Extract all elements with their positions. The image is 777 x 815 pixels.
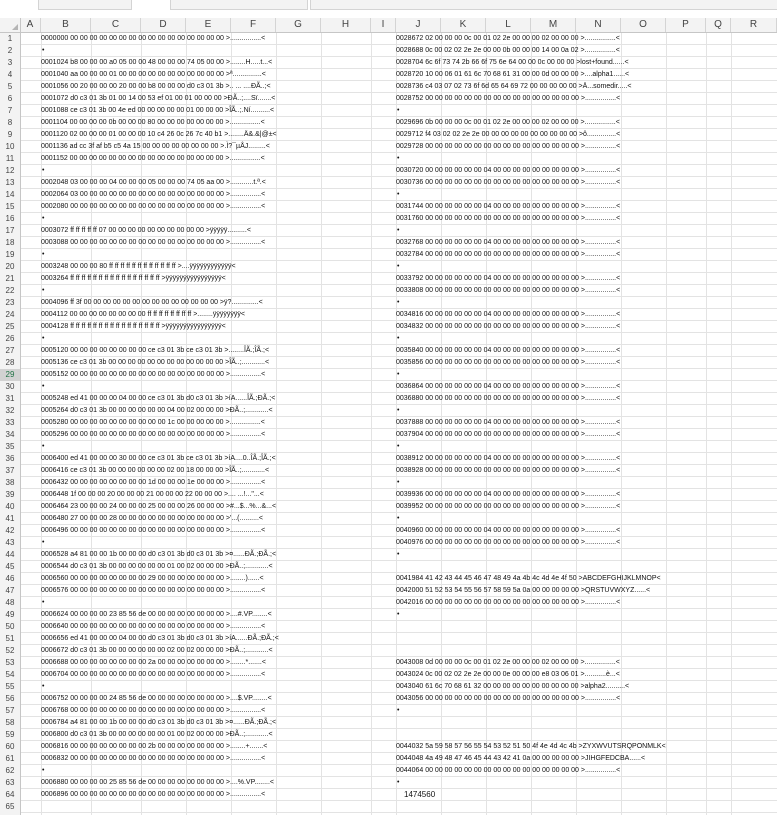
column-j-cell[interactable]: 0036864 00 00 00 00 00 00 04 00 00 00 00 00 00 00 00 00 >................< [396,383,621,390]
row-header-37[interactable]: 37 [5,466,15,475]
row-header-30[interactable]: 30 [5,382,15,391]
column-b-cell[interactable]: 0006480 27 00 00 00 28 00 00 00 00 00 00 00 00 00 00 00 >'...(..........< [41,515,264,522]
column-b-cell[interactable]: 0006448 1f 00 00 00 20 00 00 00 21 00 00 00 22 00 00 00 >.... ...!..."...< [41,491,264,498]
column-j-cell[interactable]: 0028720 10 00 06 01 61 6c 70 68 61 31 00 00 0d 00 00 00 >....alpha1......< [396,71,630,78]
column-b-cell[interactable]: 0006752 00 00 00 00 24 85 56 de 00 00 00 00 00 00 00 00 >....$.VP........< [41,695,272,702]
column-b-cell[interactable]: 0005152 00 00 00 00 00 00 00 00 00 00 00 00 00 00 00 00 >................< [41,371,266,378]
column-b-cell[interactable]: • [42,539,45,546]
column-b-cell[interactable]: 0002064 03 00 00 00 00 00 00 00 00 00 00 00 00 00 00 00 >................< [41,191,266,198]
column-b-cell[interactable]: 0003088 00 00 00 00 00 00 00 00 00 00 00 00 00 00 00 00 >................< [41,239,266,246]
row-header-51[interactable]: 51 [5,634,15,643]
column-j-cell[interactable]: • [397,407,400,414]
column-b-cell[interactable]: 0006768 00 00 00 00 00 00 00 00 00 00 00 00 00 00 00 00 >................< [41,707,266,714]
select-all-triangle-icon [12,24,18,30]
column-j-cell[interactable]: 0040960 00 00 00 00 00 00 04 00 00 00 00 00 00 00 00 00 >................< [396,527,621,534]
cell-grid[interactable] [21,33,777,815]
ribbon-tab-strip [0,0,777,18]
column-j-cell[interactable]: • [397,155,400,162]
column-b-cell[interactable]: 0003072 ff ff ff ff ff 07 00 00 00 00 00 00 00 00 00 00 >ÿÿÿÿÿ..........< [41,227,251,234]
column-b-cell[interactable]: 0005120 00 00 00 00 00 00 00 00 ce c3 01 3b ce c3 01 3b >........ÎÃ.;ÎÃ.;< [41,347,270,354]
column-b-cell[interactable]: 0001104 00 00 00 00 0b 00 00 00 80 00 00 00 00 00 00 00 >................< [41,119,265,126]
row-header-44[interactable]: 44 [5,550,15,559]
column-j-cell[interactable]: 0039952 00 00 00 00 00 00 00 00 00 00 00 00 00 00 00 00 >................< [396,503,621,510]
row-header-54[interactable]: 54 [5,670,15,679]
row-header-22[interactable]: 22 [5,286,15,295]
column-j-cell[interactable]: 1474560 [404,790,436,799]
column-header-f[interactable]: F [231,18,276,32]
row-header-28[interactable]: 28 [5,358,15,367]
row-header-24[interactable]: 24 [5,310,15,319]
column-j-cell[interactable]: 0044032 5a 59 58 57 56 55 54 53 52 51 50 4f 4e 4d 4c 4b >ZYXWVUTSRQPONMLK< [396,743,666,750]
column-b-cell[interactable]: 0006576 00 00 00 00 00 00 00 00 00 00 00 00 00 00 00 00 >................< [41,587,266,594]
column-header-e[interactable]: E [186,18,231,32]
row-header-40[interactable]: 40 [5,502,15,511]
ribbon-tab[interactable] [310,0,777,10]
ribbon-tab[interactable] [38,0,132,10]
column-header-j[interactable]: J [396,18,441,32]
gridline [621,33,622,815]
select-all-button[interactable] [0,18,21,32]
gridline [21,812,777,813]
column-j-cell[interactable]: • [397,479,400,486]
column-b-cell[interactable]: 0006544 d0 c3 01 3b 00 00 00 00 00 00 01 00 02 00 00 00 >ÐÃ..;............< [41,563,273,570]
column-header-p[interactable]: P [666,18,706,32]
column-b-cell[interactable]: 0006896 00 00 00 00 00 00 00 00 00 00 00 00 00 00 00 00 >................< [41,791,266,798]
gridline [706,33,707,815]
row-header-60[interactable]: 60 [5,742,15,751]
row-header-64[interactable]: 64 [5,790,15,799]
row-header-41[interactable]: 41 [5,514,15,523]
row-header-column [0,33,21,815]
row-header-31[interactable]: 31 [5,394,15,403]
column-header-g[interactable]: G [276,18,321,32]
column-b-cell[interactable]: 0001152 00 00 00 00 00 00 00 00 00 00 00 00 00 00 00 00 >................< [41,155,265,162]
row-header-65[interactable]: 65 [5,802,15,811]
row-header-20[interactable]: 20 [5,262,15,271]
column-j-cell[interactable]: • [397,515,400,522]
row-header-36[interactable]: 36 [5,454,15,463]
column-header-b[interactable]: B [41,18,91,32]
column-b-cell[interactable]: 0005296 00 00 00 00 00 00 00 00 00 00 00 00 00 00 00 00 >................< [41,431,266,438]
row-header-18[interactable]: 18 [5,238,15,247]
column-j-cell[interactable]: 0031760 00 00 00 00 00 00 00 00 00 00 00 00 00 00 00 00 >................< [396,215,621,222]
column-b-cell[interactable]: 0006816 00 00 00 00 00 00 00 00 2b 00 00 00 00 00 00 00 >........+.......< [41,743,268,750]
column-j-cell[interactable]: 0037904 00 00 00 00 00 00 00 00 00 00 00 00 00 00 00 00 >................< [396,431,621,438]
column-b-cell[interactable]: 0002080 00 00 00 00 00 00 00 00 00 00 00 00 00 00 00 00 >................< [41,203,266,210]
column-b-cell[interactable]: 0006832 00 00 00 00 00 00 00 00 00 00 00 00 00 00 00 00 >................< [41,755,266,762]
column-j-cell[interactable]: 0028672 02 00 00 00 0c 00 01 02 2e 00 00 00 02 00 00 00 >................< [396,35,620,42]
row-header-58[interactable]: 58 [5,718,15,727]
column-j-cell[interactable]: 0035856 00 00 00 00 00 00 00 00 00 00 00 00 00 00 00 00 >................< [396,359,621,366]
column-b-cell[interactable]: 0006800 d0 c3 01 3b 00 00 00 00 00 00 01 00 02 00 00 00 >ÐÃ..;............< [41,731,273,738]
row-header-48[interactable]: 48 [5,598,15,607]
column-j-cell[interactable]: • [397,707,400,714]
column-b-cell[interactable]: 0006704 00 00 00 00 00 00 00 00 00 00 00 00 00 00 00 00 >................< [41,671,266,678]
row-header-52[interactable]: 52 [5,646,15,655]
column-j-cell[interactable]: 0028752 00 00 00 00 00 00 00 00 00 00 00 00 00 00 00 00 >................< [396,95,621,102]
row-header-1[interactable]: 1 [7,34,13,43]
row-header-34[interactable]: 34 [5,430,15,439]
column-b-cell[interactable]: 0002048 03 00 00 00 04 00 00 00 05 00 00 00 74 05 aa 00 >............t.ª.< [41,179,266,186]
column-b-cell[interactable]: 0000000 00 00 00 00 00 00 00 00 00 00 00 00 00 00 00 00 >................< [41,35,266,42]
row-header-49[interactable]: 49 [5,610,15,619]
column-b-cell[interactable]: 0006528 a4 81 00 00 1b 00 00 00 d0 c3 01 3b d0 c3 01 3b >¤......ÐÃ.;ÐÃ.;< [41,551,277,558]
column-b-cell[interactable]: • [42,383,45,390]
column-b-cell[interactable]: • [42,767,45,774]
column-b-cell[interactable]: 0005136 ce c3 01 3b 00 00 00 00 00 00 00 00 00 00 00 00 >ÎÃ..;............< [41,359,270,366]
column-b-cell[interactable]: 0003248 00 00 00 80 ff ff ff ff ff ff ff ff ff ff ff ff >....ÿÿÿÿÿÿÿÿÿÿÿÿ< [41,263,236,270]
row-header-46[interactable]: 46 [5,574,15,583]
row-header-3[interactable]: 3 [7,58,13,67]
row-header-13[interactable]: 13 [5,178,15,187]
column-j-cell[interactable]: 0039936 00 00 00 00 00 00 04 00 00 00 00 00 00 00 00 00 >................< [396,491,621,498]
row-header-7[interactable]: 7 [7,106,13,115]
column-j-cell[interactable]: 0029712 f4 03 02 02 2e 2e 00 00 00 00 00 00 00 00 00 00 >ô...............< [396,131,621,138]
row-header-6[interactable]: 6 [7,94,13,103]
column-header-h[interactable]: H [321,18,371,32]
column-b-cell[interactable]: 0004112 00 00 00 00 00 00 00 00 ff ff ff ff ff ff ff ff >........ÿÿÿÿÿÿÿÿ< [41,311,245,318]
gridline [276,33,277,815]
column-j-cell[interactable]: 0036880 00 00 00 00 00 00 00 00 00 00 00 00 00 00 00 00 >................< [396,395,621,402]
row-header-55[interactable]: 55 [5,682,15,691]
gridline [321,33,322,815]
column-j-cell[interactable]: • [397,551,400,558]
row-header-10[interactable]: 10 [5,142,15,151]
row-header-43[interactable]: 43 [5,538,15,547]
row-header-53[interactable]: 53 [5,658,15,667]
column-j-cell[interactable]: 0031744 00 00 00 00 00 00 04 00 00 00 00 00 00 00 00 00 >................< [396,203,621,210]
column-b-cell[interactable]: • [42,251,45,258]
column-header-row [0,18,777,33]
row-header-63[interactable]: 63 [5,778,15,787]
column-j-cell[interactable]: 0028688 0c 00 02 02 2e 2e 00 00 0b 00 00 00 14 00 0a 02 >................< [396,47,620,54]
column-b-cell[interactable]: • [42,443,45,450]
row-header-39[interactable]: 39 [5,490,15,499]
row-header-17[interactable]: 17 [5,226,15,235]
column-b-cell[interactable]: • [42,215,45,222]
row-header-32[interactable]: 32 [5,406,15,415]
column-b-cell[interactable]: • [42,599,45,606]
column-j-cell[interactable]: 0029728 00 00 00 00 00 00 00 00 00 00 00 00 00 00 00 00 >................< [396,143,621,150]
row-header-11[interactable]: 11 [5,154,15,163]
column-j-cell[interactable]: • [397,371,400,378]
row-header-50[interactable]: 50 [5,622,15,631]
column-b-cell[interactable]: 0006672 d0 c3 01 3b 00 00 00 00 00 00 02 00 02 00 00 00 >ÐÃ..;............< [41,647,273,654]
column-header-q[interactable]: Q [706,18,731,32]
column-header-k[interactable]: K [441,18,486,32]
column-b-cell[interactable]: 0001088 ce c3 01 3b 00 4e ed 00 00 00 00 00 01 00 00 00 >ÎÃ..;.Ní..........< [41,107,275,114]
column-b-cell[interactable]: 0003264 ff ff ff ff ff ff ff ff ff ff ff ff ff ff ff ff >ÿÿÿÿÿÿÿÿÿÿÿÿÿÿÿÿ< [41,275,226,282]
column-j-cell[interactable]: 0033808 00 00 00 00 00 00 00 00 00 00 00 00 00 00 00 00 >................< [396,287,621,294]
row-header-2[interactable]: 2 [7,46,13,55]
column-header-d[interactable]: D [141,18,186,32]
column-b-cell[interactable]: 0004096 ff 3f 00 00 00 00 00 00 00 00 00 00 00 00 00 00 >ÿ?..............< [41,299,263,306]
row-header-26[interactable]: 26 [5,334,15,343]
column-j-cell[interactable]: • [397,191,400,198]
column-header-m[interactable]: M [531,18,576,32]
column-j-cell[interactable]: 0033792 00 00 00 00 00 00 04 00 00 00 00 00 00 00 00 00 >................< [396,275,621,282]
ribbon-tab[interactable] [170,0,308,10]
row-header-9[interactable]: 9 [7,130,13,139]
column-j-cell[interactable]: 0044064 00 00 00 00 00 00 00 00 00 00 00 00 00 00 00 00 >................< [396,767,621,774]
row-header-15[interactable]: 15 [5,202,15,211]
column-j-cell[interactable]: 0041984 41 42 43 44 45 46 47 48 49 4a 4b 4c 4d 4e 4f 50 >ABCDEFGHIJKLMNOP< [396,575,661,582]
column-j-cell[interactable]: 0044048 4a 49 48 47 46 45 44 43 42 41 0a 00 00 00 00 00 >JIHGFEDCBA......< [396,755,646,762]
column-b-cell[interactable]: • [42,335,45,342]
row-header-61[interactable]: 61 [5,754,15,763]
column-j-cell[interactable]: 0043008 0d 00 00 00 0c 00 01 02 2e 00 00 00 02 00 00 00 >................< [396,659,620,666]
column-b-cell[interactable]: 0001056 00 20 00 00 00 20 00 00 b8 00 00 00 d0 c3 01 3b >.. ... ....ÐÃ..;< [41,83,271,90]
column-j-cell[interactable]: 0038928 00 00 00 00 00 00 00 00 00 00 00 00 00 00 00 00 >................< [396,467,621,474]
row-header-45[interactable]: 45 [5,562,15,571]
row-header-27[interactable]: 27 [5,346,15,355]
column-j-cell[interactable]: 0032784 00 00 00 00 00 00 00 00 00 00 00 00 00 00 00 00 >................< [396,251,621,258]
column-header-l[interactable]: L [486,18,531,32]
row-header-8[interactable]: 8 [7,118,13,127]
column-b-cell[interactable]: 0006496 00 00 00 00 00 00 00 00 00 00 00 00 00 00 00 00 >................< [41,527,266,534]
column-j-cell[interactable]: 0032768 00 00 00 00 00 00 04 00 00 00 00 00 00 00 00 00 >................< [396,239,621,246]
row-header-35[interactable]: 35 [5,442,15,451]
column-b-cell[interactable]: 0006416 ce c3 01 3b 00 00 00 00 00 00 02 00 18 00 00 00 >ÎÃ..;............< [41,467,270,474]
column-j-cell[interactable]: • [397,779,400,786]
column-j-cell[interactable]: 0034816 00 00 00 00 00 00 04 00 00 00 00 00 00 00 00 00 >................< [396,311,621,318]
column-b-cell[interactable]: • [42,167,45,174]
column-b-cell[interactable]: 0006400 ed 41 00 00 00 30 00 00 ce c3 01 3b ce c3 01 3b >íA....0..ÎÃ.;ÎÃ.;< [41,455,276,462]
column-j-cell[interactable]: 0035840 00 00 00 00 00 00 04 00 00 00 00 00 00 00 00 00 >................< [396,347,621,354]
row-header-16[interactable]: 16 [5,214,15,223]
row-header-25[interactable]: 25 [5,322,15,331]
column-j-cell[interactable]: 0030736 00 00 00 00 00 00 00 00 00 00 00 00 00 00 00 00 >................< [396,179,621,186]
column-b-cell[interactable]: • [42,287,45,294]
row-header-5[interactable]: 5 [7,82,13,91]
column-b-cell[interactable]: 0006560 00 00 00 00 00 00 00 00 29 00 00 00 00 00 00 00 >........)......< [41,575,264,582]
column-j-cell[interactable]: • [397,335,400,342]
row-header-42[interactable]: 42 [5,526,15,535]
row-header-4[interactable]: 4 [7,70,13,79]
column-b-cell[interactable]: 0001136 ad cc 3f af b5 c5 4a 15 00 00 00 00 00 00 00 00 >.Ì?¯µÅJ.........< [41,143,270,150]
column-j-cell[interactable]: 0042016 00 00 00 00 00 00 00 00 00 00 00 00 00 00 00 00 >................< [396,599,621,606]
column-j-cell[interactable]: 0043024 0c 00 02 02 2e 2e 00 00 0e 00 00 00 e8 03 06 01 >...........è...< [396,671,620,678]
row-header-33[interactable]: 33 [5,418,15,427]
column-j-cell[interactable]: 0034832 00 00 00 00 00 00 00 00 00 00 00 00 00 00 00 00 >................< [396,323,621,330]
column-header-r[interactable]: R [731,18,777,32]
row-header-56[interactable]: 56 [5,694,15,703]
column-header-n[interactable]: N [576,18,621,32]
column-j-cell[interactable]: • [397,227,400,234]
column-b-cell[interactable]: 0001120 02 00 00 00 01 00 00 00 10 c4 26 0c 26 7c 40 b1 >........Ä&.&|@±< [41,131,277,138]
column-j-cell[interactable]: • [397,299,400,306]
column-b-cell[interactable]: • [42,47,45,54]
column-b-cell[interactable]: 0006656 ed 41 00 00 00 04 00 00 d0 c3 01 3b d0 c3 01 3b >íA......ÐÃ.;ÐÃ.;< [41,635,279,642]
row-header-59[interactable]: 59 [5,730,15,739]
column-j-cell[interactable]: • [397,611,400,618]
column-j-cell[interactable]: 0043040 61 6c 70 68 61 32 00 00 00 00 00 00 00 00 00 00 >alpha2..........< [396,683,630,690]
gridline [371,33,372,815]
column-header-i[interactable]: I [371,18,396,32]
column-j-cell[interactable]: 0043056 00 00 00 00 00 00 00 00 00 00 00 00 00 00 00 00 >................< [396,695,621,702]
column-b-cell[interactable]: 0006688 00 00 00 00 00 00 00 00 2a 00 00 00 00 00 00 00 >........*.......< [41,659,266,666]
row-header-29[interactable]: 29 [0,369,20,381]
row-header-62[interactable]: 62 [5,766,15,775]
column-b-cell[interactable]: 0006640 00 00 00 00 00 00 00 00 00 00 00 00 00 00 00 00 >................< [41,623,266,630]
column-j-cell[interactable]: 0040976 00 00 00 00 00 00 00 00 00 00 00 00 00 00 00 00 >................< [396,539,621,546]
column-b-cell[interactable]: 0005248 ed 41 00 00 00 04 00 00 ce c3 01 3b d0 c3 01 3b >íA......ÎÃ.;ÐÃ.;< [41,395,276,402]
row-header-14[interactable]: 14 [5,190,15,199]
row-header-21[interactable]: 21 [5,274,15,283]
column-j-cell[interactable]: 0042000 51 52 53 54 55 56 57 58 59 5a 0a 00 00 00 00 00 >QRSTUVWXYZ......< [396,587,651,594]
column-j-cell[interactable]: 0028704 6c 6f 73 74 2b 66 6f 75 6e 64 00 00 0c 00 00 00 >lost+found......< [396,59,629,66]
column-b-cell[interactable]: 0006784 a4 81 00 00 1b 00 00 00 d0 c3 01 3b d0 c3 01 3b >¤......ÐÃ.;ÐÃ.;< [41,719,277,726]
column-j-cell[interactable]: 0038912 00 00 00 00 00 00 04 00 00 00 00 00 00 00 00 00 >................< [396,455,621,462]
row-header-19[interactable]: 19 [5,250,15,259]
column-b-cell[interactable]: 0006880 00 00 00 00 25 85 56 de 00 00 00 00 00 00 00 00 >....%.VP........< [41,779,275,786]
column-j-cell[interactable]: 0029696 0b 00 00 00 0c 00 01 02 2e 00 00 00 02 00 00 00 >................< [396,119,620,126]
row-header-23[interactable]: 23 [5,298,15,307]
column-j-cell[interactable]: • [397,443,400,450]
gridline [666,33,667,815]
column-j-cell[interactable]: 0037888 00 00 00 00 00 00 04 00 00 00 00 00 00 00 00 00 >................< [396,419,621,426]
column-b-cell[interactable]: 0005280 00 00 00 00 00 00 00 00 00 00 1c 00 00 00 00 00 >................< [41,419,265,426]
column-b-cell[interactable]: 0001040 aa 00 00 00 01 00 00 00 00 00 00 00 00 00 00 00 >ª...............< [41,71,266,78]
column-b-cell[interactable]: 0005264 d0 c3 01 3b 00 00 00 00 00 00 04 00 02 00 00 00 >ÐÃ..;............< [41,407,273,414]
column-header-o[interactable]: O [621,18,666,32]
column-b-cell[interactable]: 0001072 d0 c3 01 3b 01 00 14 00 53 ef 01 00 01 00 00 00 >ÐÃ..;....Sï.......< [41,95,276,102]
column-header-a[interactable]: A [20,18,41,32]
column-b-cell[interactable]: 0001024 b8 00 00 00 a0 05 00 00 48 00 00 00 74 05 00 00 >........H.....t...< [41,59,273,66]
column-j-cell[interactable]: • [397,263,400,270]
column-b-cell[interactable]: 0006432 00 00 00 00 00 00 00 00 1d 00 00 00 1e 00 00 00 >................< [41,479,266,486]
column-j-cell[interactable]: 0028736 c4 03 07 02 73 6f 6d 65 64 69 72 00 00 00 00 00 >Ä...somedir.....< [396,83,632,90]
row-header-57[interactable]: 57 [5,706,15,715]
row-header-12[interactable]: 12 [5,166,15,175]
row-header-38[interactable]: 38 [5,478,15,487]
column-b-cell[interactable]: 0004128 ff ff ff ff ff ff ff ff ff ff ff ff ff ff ff ff >ÿÿÿÿÿÿÿÿÿÿÿÿÿÿÿÿ< [41,323,226,330]
column-b-cell[interactable]: • [42,683,45,690]
row-header-47[interactable]: 47 [5,586,15,595]
column-b-cell[interactable]: 0006624 00 00 00 00 23 85 56 de 00 00 00 00 00 00 00 00 >....#.VP........< [41,611,272,618]
column-b-cell[interactable]: 0006464 23 00 00 00 24 00 00 00 25 00 00 00 26 00 00 00 >#...$...%...&...< [41,503,277,510]
column-j-cell[interactable]: 0030720 00 00 00 00 00 00 04 00 00 00 00 00 00 00 00 00 >................< [396,167,621,174]
gridline [731,33,732,815]
column-header-c[interactable]: C [91,18,141,32]
column-j-cell[interactable]: • [397,107,400,114]
